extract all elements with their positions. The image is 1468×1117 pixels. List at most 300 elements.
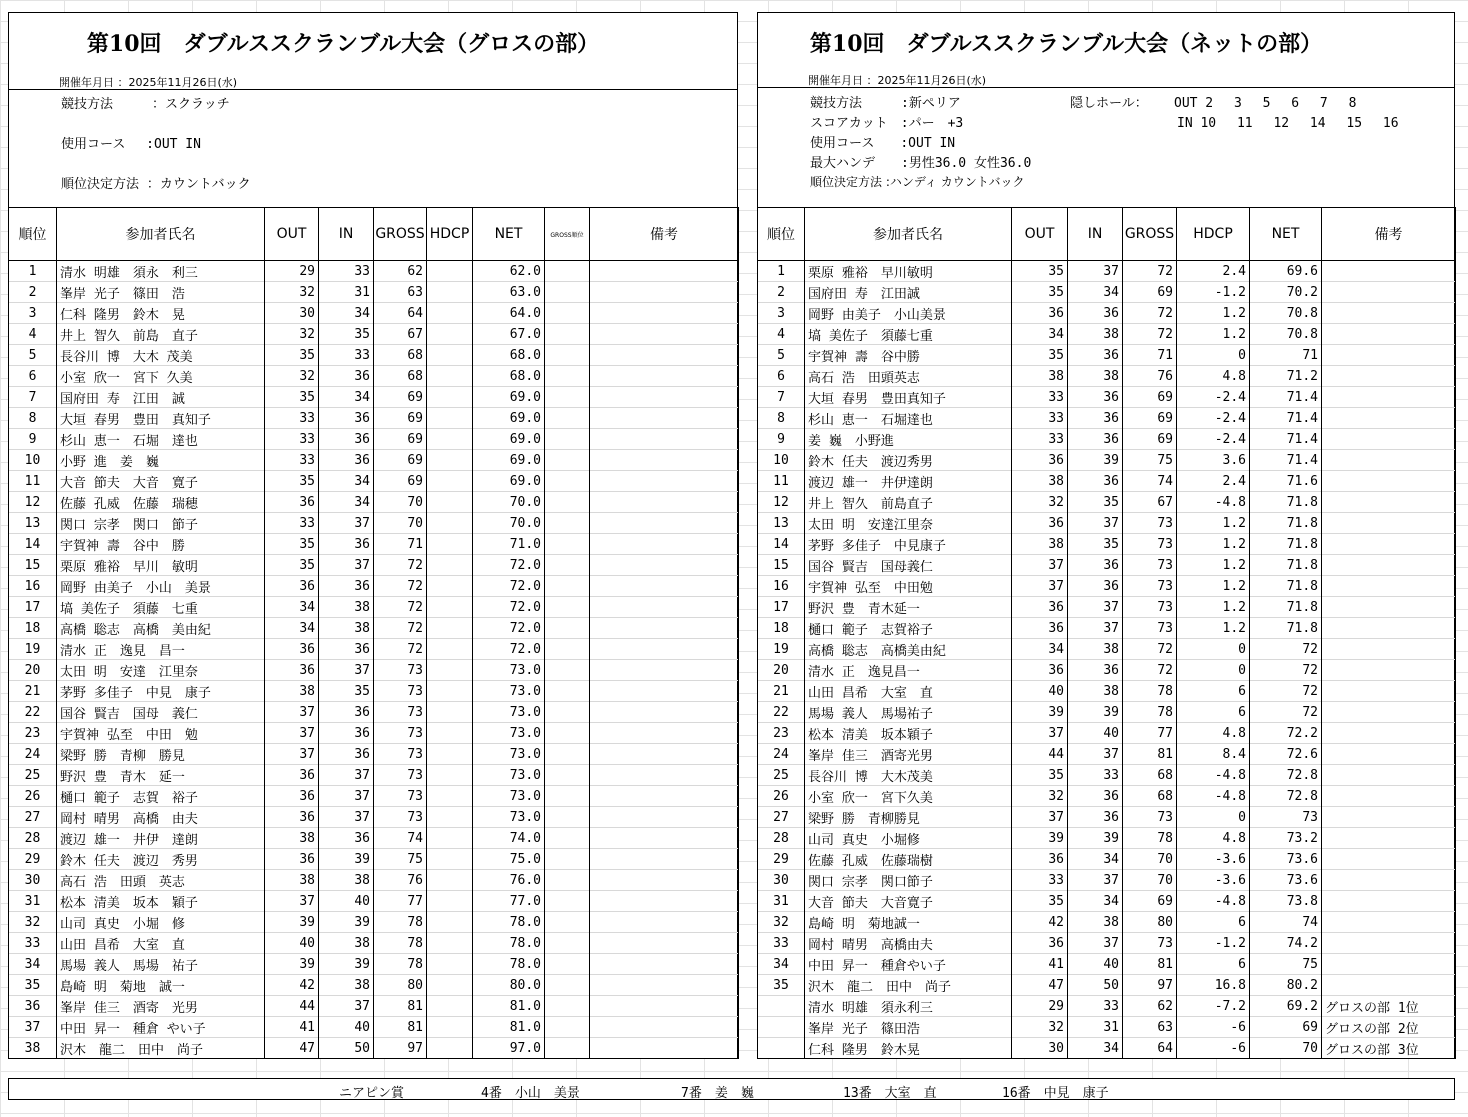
in-cell: 35 — [1068, 492, 1123, 513]
out-cell: 36 — [265, 492, 319, 513]
table-row — [9, 513, 739, 534]
hdcp-cell — [427, 786, 473, 807]
table-row — [9, 534, 739, 555]
gross-rank-cell — [545, 618, 590, 639]
hdcp-cell — [427, 492, 473, 513]
net-hidden-out: OUT 2 3 5 6 7 8 — [1174, 96, 1357, 111]
gross-cell: 64 — [1123, 1038, 1177, 1059]
out-cell: 29 — [265, 261, 319, 282]
gross-cell: 76 — [374, 870, 427, 891]
hdcp-cell: 1.2 — [1177, 513, 1250, 534]
nearpin-item: 7番 姜 巍 — [681, 1086, 754, 1101]
name-cell: 杉山 恵一 石堀達也 — [805, 408, 1012, 429]
out-cell: 35 — [1012, 282, 1068, 303]
hdcp-cell — [427, 807, 473, 828]
remarks-cell — [590, 849, 739, 870]
net-cell: 71.8 — [1250, 576, 1322, 597]
rank-cell: 25 — [758, 765, 805, 786]
gross-rank-cell — [545, 681, 590, 702]
table-row — [9, 744, 739, 765]
table-row — [9, 303, 739, 324]
name-cell: 宇賀神 壽 谷中勝 — [805, 345, 1012, 366]
net-cell: 81.0 — [473, 996, 545, 1017]
gross-rank-cell — [545, 996, 590, 1017]
rank-cell: 13 — [9, 513, 57, 534]
rank-cell: 35 — [9, 975, 57, 996]
gross-cell: 72 — [1123, 639, 1177, 660]
table-row — [758, 492, 1456, 513]
remarks-cell — [590, 534, 739, 555]
out-cell: 35 — [265, 534, 319, 555]
net-cell: 71.4 — [1250, 387, 1322, 408]
gross-rank-cell — [545, 282, 590, 303]
table-row — [9, 870, 739, 891]
table-row — [758, 324, 1456, 345]
hdcp-cell — [427, 996, 473, 1017]
net-cell: 68.0 — [473, 366, 545, 387]
net-cell: 71.4 — [1250, 408, 1322, 429]
name-cell: 樋口 範子 志賀裕子 — [805, 618, 1012, 639]
net-cell: 73.0 — [473, 660, 545, 681]
out-cell: 33 — [265, 513, 319, 534]
rank-cell: 38 — [9, 1038, 57, 1059]
rank-cell: 25 — [9, 765, 57, 786]
gross-rank-cell — [545, 576, 590, 597]
table-row — [9, 912, 739, 933]
hdcp-cell — [427, 660, 473, 681]
in-cell: 36 — [1068, 807, 1123, 828]
remarks-cell — [1322, 912, 1456, 933]
out-cell: 36 — [1012, 597, 1068, 618]
hdcp-cell: 2.4 — [1177, 471, 1250, 492]
hdcp-cell: 3.6 — [1177, 450, 1250, 471]
rank-cell: 26 — [9, 786, 57, 807]
out-cell: 36 — [1012, 849, 1068, 870]
net-cell: 72.8 — [1250, 765, 1322, 786]
in-cell: 37 — [319, 996, 374, 1017]
gross-info-divider — [9, 89, 737, 90]
net-cell: 70.2 — [1250, 282, 1322, 303]
header-remarks: 備考 — [1322, 208, 1456, 261]
gross-cell: 69 — [1123, 429, 1177, 450]
in-cell: 38 — [319, 933, 374, 954]
out-cell: 42 — [265, 975, 319, 996]
remarks-cell — [1322, 681, 1456, 702]
in-cell: 33 — [1068, 765, 1123, 786]
table-row — [758, 765, 1456, 786]
remarks-cell — [590, 366, 739, 387]
name-cell: 鈴木 任夫 渡辺 秀男 — [57, 849, 265, 870]
net-cell: 69.0 — [473, 450, 545, 471]
hdcp-cell — [427, 450, 473, 471]
net-cell: 71.4 — [1250, 450, 1322, 471]
in-cell: 36 — [319, 450, 374, 471]
hdcp-cell: -6 — [1177, 1017, 1250, 1038]
net-cell: 62.0 — [473, 261, 545, 282]
out-cell: 33 — [265, 429, 319, 450]
gross-cell: 73 — [374, 765, 427, 786]
gross-cell: 73 — [1123, 618, 1177, 639]
hdcp-cell — [427, 639, 473, 660]
table-row — [758, 513, 1456, 534]
rank-cell: 7 — [9, 387, 57, 408]
hdcp-cell: 1.2 — [1177, 324, 1250, 345]
name-cell: 太田 明 安達江里奈 — [805, 513, 1012, 534]
gross-cell: 72 — [374, 576, 427, 597]
header-rank: 順位 — [9, 208, 57, 261]
table-row — [9, 786, 739, 807]
remarks-cell — [1322, 954, 1456, 975]
header-hdcp: HDCP — [1177, 208, 1250, 261]
name-cell: 井上 智久 前島直子 — [805, 492, 1012, 513]
name-cell: 姜 巍 小野進 — [805, 429, 1012, 450]
gross-cell: 73 — [1123, 555, 1177, 576]
table-row — [9, 429, 739, 450]
header-net: NET — [1250, 208, 1322, 261]
net-cell: 73.0 — [473, 744, 545, 765]
in-cell: 36 — [319, 828, 374, 849]
gross-rank-cell — [545, 345, 590, 366]
out-cell: 29 — [1012, 996, 1068, 1017]
rank-cell: 8 — [9, 408, 57, 429]
rank-cell: 8 — [758, 408, 805, 429]
hdcp-cell: 4.8 — [1177, 366, 1250, 387]
remarks-cell — [590, 723, 739, 744]
rank-cell: 32 — [758, 912, 805, 933]
in-cell: 34 — [1068, 849, 1123, 870]
name-cell: 長谷川 博 大木 茂美 — [57, 345, 265, 366]
gross-rank-cell — [545, 513, 590, 534]
name-cell: 峯岸 光子 篠田 浩 — [57, 282, 265, 303]
net-cell: 71.0 — [473, 534, 545, 555]
table-row — [758, 429, 1456, 450]
gross-cell: 72 — [1123, 303, 1177, 324]
header-name: 参加者氏名 — [57, 208, 265, 261]
net-cell: 73.0 — [473, 702, 545, 723]
hdcp-cell: 6 — [1177, 702, 1250, 723]
in-cell: 40 — [319, 891, 374, 912]
hdcp-cell: -1.2 — [1177, 933, 1250, 954]
hdcp-cell: -7.2 — [1177, 996, 1250, 1017]
out-cell: 40 — [265, 933, 319, 954]
net-cell: 81.0 — [473, 1017, 545, 1038]
in-cell: 36 — [319, 429, 374, 450]
hdcp-cell — [427, 471, 473, 492]
rank-cell: 33 — [9, 933, 57, 954]
table-row — [758, 828, 1456, 849]
rank-cell: 10 — [758, 450, 805, 471]
table-row — [758, 870, 1456, 891]
gross-rank-cell — [545, 1038, 590, 1059]
hdcp-cell: 4.8 — [1177, 723, 1250, 744]
rank-cell: 10 — [9, 450, 57, 471]
rank-cell: 6 — [758, 366, 805, 387]
net-cell: 74.2 — [1250, 933, 1322, 954]
out-cell: 39 — [1012, 702, 1068, 723]
hdcp-cell: 16.8 — [1177, 975, 1250, 996]
table-row — [758, 597, 1456, 618]
out-cell: 38 — [265, 681, 319, 702]
hdcp-cell — [427, 702, 473, 723]
name-cell: 国府田 寿 江田 誠 — [57, 387, 265, 408]
net-cell: 72.2 — [1250, 723, 1322, 744]
hdcp-cell — [427, 1038, 473, 1059]
name-cell: 岡村 晴男 高橋由夫 — [805, 933, 1012, 954]
gross-cell: 73 — [374, 723, 427, 744]
net-cell: 64.0 — [473, 303, 545, 324]
out-cell: 36 — [1012, 660, 1068, 681]
rank-cell: 28 — [758, 828, 805, 849]
rank-cell: 16 — [9, 576, 57, 597]
in-cell: 39 — [1068, 702, 1123, 723]
gross-rank-cell — [545, 828, 590, 849]
in-cell: 50 — [1068, 975, 1123, 996]
remarks-cell — [1322, 450, 1456, 471]
rank-cell: 34 — [9, 954, 57, 975]
in-cell: 37 — [1068, 618, 1123, 639]
header-gross: GROSS — [374, 208, 427, 261]
table-row — [758, 975, 1456, 996]
hdcp-cell: -4.8 — [1177, 786, 1250, 807]
gross-cell: 81 — [374, 996, 427, 1017]
remarks-cell — [590, 912, 739, 933]
net-cell: 71.8 — [1250, 513, 1322, 534]
hdcp-cell — [427, 681, 473, 702]
net-cell: 67.0 — [473, 324, 545, 345]
table-row — [758, 660, 1456, 681]
remarks-cell — [1322, 933, 1456, 954]
hdcp-cell — [427, 387, 473, 408]
remarks-cell — [1322, 723, 1456, 744]
hdcp-cell: 4.8 — [1177, 828, 1250, 849]
hdcp-cell: 1.2 — [1177, 303, 1250, 324]
gross-cell: 68 — [1123, 765, 1177, 786]
name-cell: 岡野 由美子 小山 美景 — [57, 576, 265, 597]
in-cell: 36 — [319, 723, 374, 744]
in-cell: 38 — [1068, 912, 1123, 933]
gross-cell: 73 — [374, 702, 427, 723]
hdcp-cell: -6 — [1177, 1038, 1250, 1059]
name-cell: 塙 美佐子 須藤七重 — [805, 324, 1012, 345]
net-cell: 72.6 — [1250, 744, 1322, 765]
name-cell: 馬場 義人 馬場祐子 — [805, 702, 1012, 723]
name-cell: 佐藤 孔威 佐藤 瑞穂 — [57, 492, 265, 513]
in-cell: 34 — [1068, 282, 1123, 303]
rank-cell: 14 — [9, 534, 57, 555]
gross-rank-cell — [545, 1017, 590, 1038]
gross-cell: 75 — [1123, 450, 1177, 471]
net-cell: 71.4 — [1250, 429, 1322, 450]
name-cell: 杉山 恵一 石堀 達也 — [57, 429, 265, 450]
hdcp-cell — [427, 513, 473, 534]
table-row — [758, 807, 1456, 828]
table-row — [9, 408, 739, 429]
rank-cell: 19 — [758, 639, 805, 660]
out-cell: 38 — [1012, 366, 1068, 387]
gross-cell: 72 — [1123, 261, 1177, 282]
net-title: 第10回 ダブルススクランブル大会（ネットの部） — [809, 31, 1323, 57]
gross-cell: 70 — [374, 492, 427, 513]
rank-cell: 16 — [758, 576, 805, 597]
name-cell: 沢木 龍二 田中 尚子 — [805, 975, 1012, 996]
rank-cell: 6 — [9, 366, 57, 387]
out-cell: 39 — [265, 912, 319, 933]
gross-rank-cell — [545, 975, 590, 996]
gross-title: 第10回 ダブルススクランブル大会（グロスの部） — [86, 31, 600, 57]
net-cell: 73.0 — [473, 681, 545, 702]
in-cell: 38 — [319, 975, 374, 996]
gross-method: 競技方法 ：スクラッチ — [61, 97, 230, 112]
rank-cell: 12 — [9, 492, 57, 513]
gross-rank-cell — [545, 492, 590, 513]
rank-cell — [758, 1017, 805, 1038]
in-cell: 36 — [1068, 555, 1123, 576]
name-cell: 山司 真史 小堀 修 — [57, 912, 265, 933]
gross-cell: 80 — [374, 975, 427, 996]
name-cell: 井上 智久 前島 直子 — [57, 324, 265, 345]
out-cell: 37 — [1012, 576, 1068, 597]
name-cell: 清水 正 逸見 昌一 — [57, 639, 265, 660]
name-cell: 塙 美佐子 須藤 七重 — [57, 597, 265, 618]
gross-rank-cell — [545, 303, 590, 324]
gross-cell: 78 — [374, 912, 427, 933]
in-cell: 37 — [319, 513, 374, 534]
table-row — [9, 492, 739, 513]
in-cell: 36 — [319, 408, 374, 429]
gross-cell: 80 — [1123, 912, 1177, 933]
rank-cell: 36 — [9, 996, 57, 1017]
table-row — [9, 261, 739, 282]
remarks-cell — [590, 954, 739, 975]
hdcp-cell — [427, 828, 473, 849]
remarks-cell — [1322, 744, 1456, 765]
remarks-cell — [1322, 870, 1456, 891]
in-cell: 36 — [1068, 303, 1123, 324]
out-cell: 35 — [1012, 345, 1068, 366]
gross-cell: 63 — [374, 282, 427, 303]
gross-cell: 67 — [1123, 492, 1177, 513]
out-cell: 35 — [265, 471, 319, 492]
in-cell: 38 — [319, 597, 374, 618]
net-cell: 72.0 — [473, 597, 545, 618]
gross-cell: 72 — [1123, 660, 1177, 681]
name-cell: 大垣 春男 豊田 真知子 — [57, 408, 265, 429]
table-row — [9, 555, 739, 576]
gross-cell: 72 — [374, 555, 427, 576]
nearpin-bar — [8, 1078, 1455, 1100]
net-cell: 75.0 — [473, 849, 545, 870]
out-cell: 32 — [1012, 492, 1068, 513]
gross-cell: 69 — [374, 387, 427, 408]
in-cell: 31 — [1068, 1017, 1123, 1038]
net-cell: 70.8 — [1250, 324, 1322, 345]
out-cell: 35 — [1012, 261, 1068, 282]
hdcp-cell — [427, 744, 473, 765]
out-cell: 32 — [265, 324, 319, 345]
rank-cell: 9 — [9, 429, 57, 450]
gross-rank-cell — [545, 912, 590, 933]
net-cell: 73.6 — [1250, 870, 1322, 891]
name-cell: 山司 真史 小堀修 — [805, 828, 1012, 849]
name-cell: 峯岸 佳三 酒寄光男 — [805, 744, 1012, 765]
remarks-cell — [590, 996, 739, 1017]
in-cell: 38 — [1068, 681, 1123, 702]
out-cell: 32 — [265, 366, 319, 387]
out-cell: 44 — [1012, 744, 1068, 765]
table-row — [9, 282, 739, 303]
name-cell: 鈴木 任夫 渡辺秀男 — [805, 450, 1012, 471]
remarks-cell — [1322, 975, 1456, 996]
name-cell: 大垣 春男 豊田真知子 — [805, 387, 1012, 408]
table-row — [9, 387, 739, 408]
hdcp-cell: 1.2 — [1177, 555, 1250, 576]
net-ranking-method: 順位決定方法 :ハンディ カウントバック — [810, 175, 1025, 189]
hdcp-cell: 6 — [1177, 912, 1250, 933]
in-cell: 36 — [1068, 387, 1123, 408]
out-cell: 36 — [265, 660, 319, 681]
remarks-cell: グロスの部 2位 — [1322, 1017, 1456, 1038]
hdcp-cell: 2.4 — [1177, 261, 1250, 282]
header-out: OUT — [1012, 208, 1068, 261]
table-row — [9, 828, 739, 849]
hdcp-cell — [427, 429, 473, 450]
rank-cell: 11 — [9, 471, 57, 492]
hdcp-cell: -4.8 — [1177, 765, 1250, 786]
net-header-row — [758, 208, 1456, 261]
in-cell: 34 — [1068, 1038, 1123, 1059]
out-cell: 40 — [1012, 681, 1068, 702]
out-cell: 37 — [265, 723, 319, 744]
table-row — [758, 618, 1456, 639]
gross-cell: 73 — [374, 744, 427, 765]
net-cell: 80.0 — [473, 975, 545, 996]
in-cell: 40 — [1068, 954, 1123, 975]
net-cell: 69.0 — [473, 471, 545, 492]
in-cell: 39 — [319, 912, 374, 933]
gross-cell: 69 — [374, 408, 427, 429]
table-row — [758, 933, 1456, 954]
gross-cell: 74 — [374, 828, 427, 849]
in-cell: 39 — [1068, 828, 1123, 849]
table-row — [9, 702, 739, 723]
gross-rank-cell — [545, 366, 590, 387]
remarks-cell — [1322, 345, 1456, 366]
net-course: 使用コース :OUT IN — [810, 136, 956, 151]
remarks-cell — [590, 324, 739, 345]
rank-cell: 22 — [9, 702, 57, 723]
net-cell: 76.0 — [473, 870, 545, 891]
name-cell: 峯岸 光子 篠田浩 — [805, 1017, 1012, 1038]
nearpin-item: 13番 大室 直 — [843, 1086, 937, 1101]
remarks-cell — [1322, 702, 1456, 723]
in-cell: 36 — [1068, 660, 1123, 681]
hdcp-cell — [427, 576, 473, 597]
gross-cell: 72 — [374, 618, 427, 639]
table-row — [758, 576, 1456, 597]
out-cell: 38 — [1012, 471, 1068, 492]
in-cell: 36 — [1068, 786, 1123, 807]
name-cell: 岡野 由美子 小山美景 — [805, 303, 1012, 324]
in-cell: 39 — [319, 849, 374, 870]
gross-cell: 69 — [1123, 387, 1177, 408]
remarks-cell — [590, 471, 739, 492]
name-cell: 樋口 範子 志賀 裕子 — [57, 786, 265, 807]
remarks-cell — [1322, 849, 1456, 870]
remarks-cell — [1322, 891, 1456, 912]
hdcp-cell — [427, 849, 473, 870]
header-net: NET — [473, 208, 545, 261]
in-cell: 36 — [1068, 345, 1123, 366]
